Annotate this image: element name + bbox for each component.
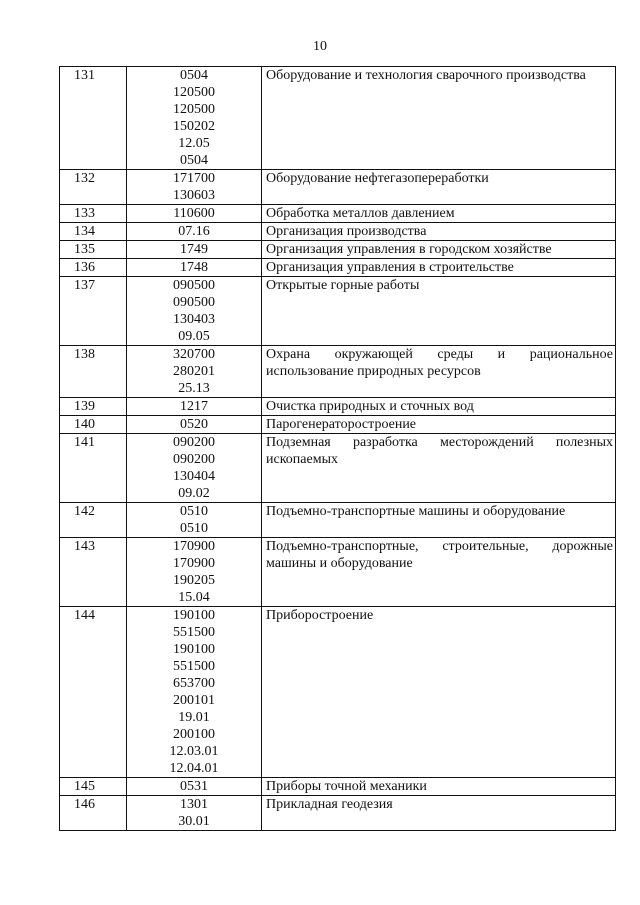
table-row [60,434,616,503]
specialty-code: 190205 [173,573,215,588]
specialty-code: 30.01 [178,814,210,829]
specialty-code: 15.04 [178,590,210,605]
specialty-code: 551500 [173,625,215,640]
specialty-name: Организация управления в строительстве [262,259,616,277]
specialty-code: 171700 [173,171,215,186]
specialty-code: 0504 [180,68,208,83]
row-number: 140 [60,416,127,434]
specialty-code: 1301 [180,797,208,812]
specialty-code: 0510 [180,521,208,536]
specialty-codes [127,796,262,831]
specialty-code: 653700 [173,676,215,691]
row-number: 141 [60,434,127,503]
row-number: 131 [60,67,127,170]
specialty-code: 170900 [173,539,215,554]
specialty-codes [127,346,262,398]
specialty-code: 150202 [173,119,215,134]
table-row [60,241,616,259]
specialty-code: 200100 [173,727,215,742]
specialty-codes [127,223,262,241]
row-number: 136 [60,259,127,277]
specialty-name: Подземная разработка месторождений полезных ископаемых [262,434,616,503]
specialty-name: Подъемно-транспортные, строительные, дорожные машины и оборудование [262,538,616,607]
specialty-code: 0531 [180,779,208,794]
row-number: 133 [60,205,127,223]
row-number: 144 [60,607,127,778]
row-number: 132 [60,170,127,205]
row-number: 139 [60,398,127,416]
specialty-code: 19.01 [178,710,210,725]
table-row [60,398,616,416]
specialty-codes [127,259,262,277]
specialty-code: 12.05 [178,136,210,151]
specialty-code: 130404 [173,469,215,484]
specialty-name: Приборы точной механики [262,778,616,796]
specialty-code: 200101 [173,693,215,708]
table-row [60,503,616,538]
specialty-code: 130603 [173,188,215,203]
specialty-code: 1748 [180,260,208,275]
specialty-codes [127,67,262,170]
row-number: 138 [60,346,127,398]
specialty-codes [127,538,262,607]
row-number: 143 [60,538,127,607]
specialty-name: Открытые горные работы [262,277,616,346]
specialty-name: Подъемно-транспортные машины и оборудование [262,503,616,538]
table-row [60,416,616,434]
specialty-codes [127,170,262,205]
specialty-code: 25.13 [178,381,210,396]
specialty-table [59,66,616,831]
specialty-codes [127,277,262,346]
specialty-code: 320700 [173,347,215,362]
specialty-code: 090200 [173,452,215,467]
specialty-code: 090500 [173,278,215,293]
table-row [60,607,616,778]
specialty-codes [127,778,262,796]
table-row [60,259,616,277]
specialty-code: 0504 [180,153,208,168]
specialty-code: 12.03.01 [169,744,219,759]
specialty-code: 090200 [173,435,215,450]
specialty-name: Оборудование и технология сварочного производства [262,67,616,170]
row-number: 145 [60,778,127,796]
table-row [60,796,616,831]
specialty-name: Очистка природных и сточных вод [262,398,616,416]
specialty-name: Организация управления в городском хозяйстве [262,241,616,259]
specialty-name: Оборудование нефтегазопереработки [262,170,616,205]
specialty-code: 090500 [173,295,215,310]
specialty-code: 09.02 [178,486,210,501]
specialty-code: 110600 [173,206,215,221]
table-row [60,170,616,205]
table-row [60,205,616,223]
specialty-code: 09.05 [178,329,210,344]
page-number: 10 [313,39,327,54]
specialty-code: 170900 [173,556,215,571]
table-row [60,223,616,241]
specialty-codes [127,416,262,434]
specialty-name: Приборостроение [262,607,616,778]
specialty-code: 120500 [173,85,215,100]
specialty-codes [127,503,262,538]
table-row [60,778,616,796]
specialty-code: 1217 [180,399,208,414]
specialty-code: 551500 [173,659,215,674]
table-row [60,346,616,398]
specialty-name: Парогенераторостроение [262,416,616,434]
specialty-code: 0520 [180,417,208,432]
table-row [60,277,616,346]
specialty-codes [127,434,262,503]
specialty-code: 1749 [180,242,208,257]
table-body [60,67,616,831]
specialty-code: 130403 [173,312,215,327]
specialty-name: Охрана окружающей среды и рациональное использование природных ресурсов [262,346,616,398]
specialty-name: Прикладная геодезия [262,796,616,831]
specialty-name: Организация производства [262,223,616,241]
specialty-codes [127,241,262,259]
specialty-code: 12.04.01 [169,761,219,776]
specialty-code: 190100 [173,608,215,623]
row-number: 146 [60,796,127,831]
row-number: 137 [60,277,127,346]
row-number: 142 [60,503,127,538]
specialty-code: 07.16 [178,224,210,239]
specialty-code: 120500 [173,102,215,117]
table-row [60,538,616,607]
row-number: 135 [60,241,127,259]
specialty-name: Обработка металлов давлением [262,205,616,223]
specialty-code: 0510 [180,504,208,519]
specialty-codes [127,205,262,223]
specialty-codes [127,607,262,778]
row-number: 134 [60,223,127,241]
specialty-code: 280201 [173,364,215,379]
specialty-code: 190100 [173,642,215,657]
table-row [60,67,616,170]
specialty-codes [127,398,262,416]
